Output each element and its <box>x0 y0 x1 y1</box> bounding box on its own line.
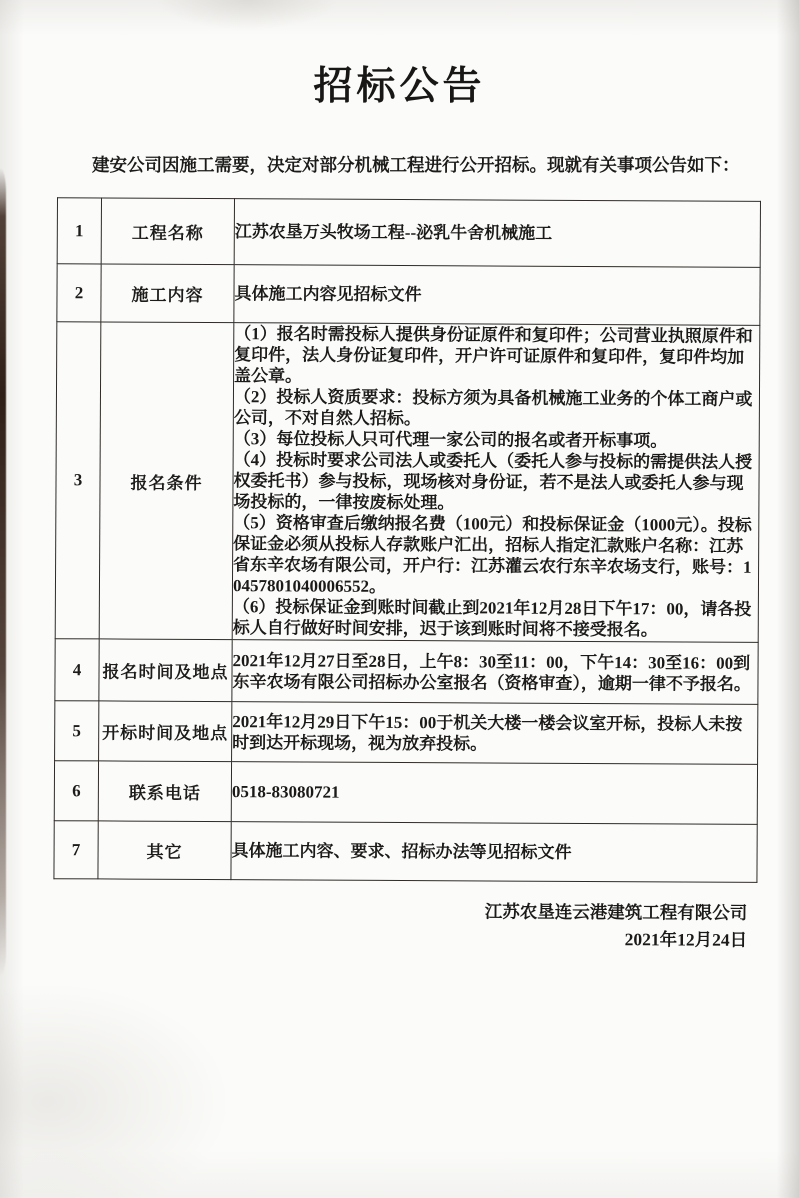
intro-paragraph: 建安公司因施工需要，决定对部分机械工程进行公开招标。现就有关事项公告如下： <box>92 155 740 175</box>
row-content-cell <box>234 265 760 326</box>
content-paragraph: 具体施工内容见招标文件 <box>234 284 422 305</box>
content-paragraph: 2021年12月27日至28日，上午8：30至11：00，下午14：30至16：00到东辛农场有限公司招标办公室报名（资格审查），逾期一律不予报名。 <box>232 651 752 694</box>
row-label-cell: 报名时间及地点 <box>99 639 232 702</box>
row-content-cell <box>232 640 758 705</box>
table-row <box>57 264 760 326</box>
document-footer <box>0 896 747 954</box>
table-wrapper <box>0 197 799 954</box>
content-paragraph: （2）投标人资质要求：投标方须为具备机械施工业务的个体工商户或公司，不对自然人招标。 <box>233 387 753 429</box>
row-number-cell: 7 <box>54 821 98 879</box>
content-paragraph: （6）投标保证金到账时间截止到2021年12月28日下午17：00，请各投标人自行做好时间安排，迟于该到账时间将不接受报名。 <box>232 597 752 640</box>
announcement-table <box>53 198 761 884</box>
row-number-cell: 6 <box>54 761 98 821</box>
row-number-cell: 4 <box>55 639 99 701</box>
table-row <box>55 701 758 765</box>
row-content-cell <box>234 199 760 268</box>
content-paragraph: （1）报名时需投标人提供身份证原件和复印件；公司营业执照原件和复印件，法人身份证复印件，开户许可证原件和复印件，复印件均加盖公章。 <box>234 324 753 386</box>
table-row <box>54 821 757 883</box>
table-row <box>57 198 760 268</box>
row-label-cell: 其它 <box>98 821 231 880</box>
table-row <box>54 761 757 825</box>
footer-date: 2021年12月24日 <box>624 929 748 951</box>
row-label-cell: 报名条件 <box>99 322 234 640</box>
row-number-cell: 3 <box>55 322 101 639</box>
row-content-cell <box>231 822 757 883</box>
table-row <box>55 322 760 643</box>
content-paragraph: （4）投标时要求公司法人或委托人（委托人参与投标的需提供法人授权委托书）参与投标，现场核对身份证，若不是法人或委托人参与现场投标的，一律按废标处理。 <box>233 450 753 513</box>
row-number-cell: 2 <box>57 264 101 322</box>
footer-company: 江苏农垦连云港建筑工程有限公司 <box>484 901 748 924</box>
table-row <box>55 639 758 705</box>
row-number-cell: 5 <box>55 701 99 761</box>
row-content-cell <box>232 323 760 643</box>
content-paragraph: （3）每位投标人只可代理一家公司的报名或者开标事项。 <box>233 429 668 451</box>
content-paragraph: 0518-83080721 <box>231 782 340 803</box>
row-content-cell <box>231 762 757 825</box>
page-title: 招标公告 <box>313 65 486 108</box>
row-label-cell: 施工内容 <box>101 264 234 323</box>
row-number-cell: 1 <box>57 198 101 264</box>
content-paragraph: 2021年12月29日下午15：00于机关大楼一楼会议室开标，投标人未按时到达开标现场，视为放弃投标。 <box>232 712 743 754</box>
content-paragraph: （5）资格审查后缴纳报名费（100元）和投标保证金（1000元）。投标保证金必须从投标人存款账户汇出，招标人指定汇款账户名称：江苏省东辛农场有限公司，开户行：江苏灌云农行东辛农场支行，账号：10457801040006552。 <box>232 513 752 597</box>
content-paragraph: 具体施工内容、要求、招标办法等见招标文件 <box>231 841 572 863</box>
row-label-cell: 开标时间及地点 <box>99 701 232 762</box>
row-content-cell <box>232 702 758 765</box>
row-label-cell: 工程名称 <box>101 198 234 265</box>
content-paragraph: 江苏农垦万头牧场工程--泌乳牛舍机械施工 <box>234 222 553 244</box>
row-label-cell: 联系电话 <box>98 761 231 822</box>
